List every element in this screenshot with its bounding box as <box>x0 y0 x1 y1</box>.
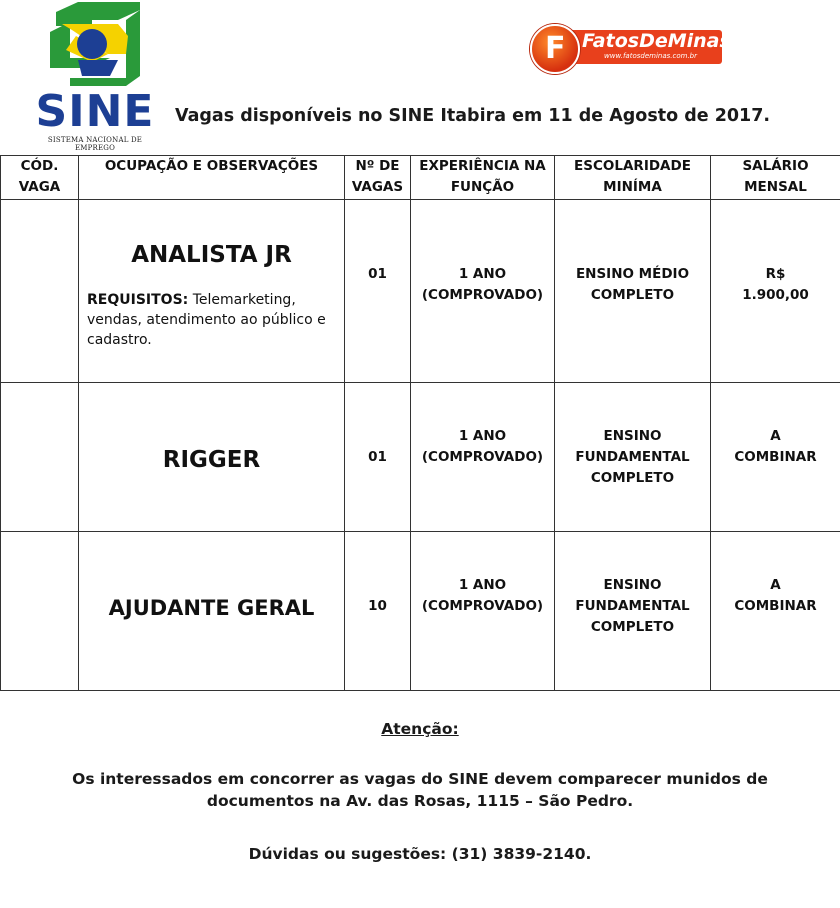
cell-salary: A COMBINAR <box>711 383 840 532</box>
sine-wordmark: SINE <box>35 86 155 137</box>
occupation-title: RIGGER <box>162 447 261 473</box>
cell-salary: A COMBINAR <box>711 532 840 691</box>
cell-experience: 1 ANO (COMPROVADO) <box>411 532 555 691</box>
table-header-row <box>1 156 840 200</box>
cell-occupation <box>79 200 345 383</box>
header-experience: EXPERIÊNCIA NA FUNÇÃO <box>411 156 555 200</box>
table-row <box>1 200 840 383</box>
header-vacancies: Nº DE VAGAS <box>345 156 411 200</box>
fdm-emblem-icon: F <box>530 24 580 74</box>
fdm-url: www.fatosdeminas.com.br <box>604 52 697 60</box>
cell-occupation <box>79 532 345 691</box>
cell-experience: 1 ANO (COMPROVADO) <box>411 383 555 532</box>
cell-experience: 1 ANO (COMPROVADO) <box>411 200 555 383</box>
cell-vacancies: 01 <box>345 383 411 532</box>
sine-emblem-icon <box>48 2 148 88</box>
table-row <box>1 383 840 532</box>
contact-info: Dúvidas ou sugestões: (31) 3839-2140. <box>248 845 592 863</box>
header-schooling: ESCOLARIDADE MINÍMA <box>555 156 711 200</box>
cell-vacancies: 01 <box>345 200 411 383</box>
sine-logo <box>30 2 160 152</box>
fatos-de-minas-logo <box>530 24 731 72</box>
attention-heading: Atenção: <box>381 720 459 738</box>
page-title: Vagas disponíveis no SINE Itabira em 11 de Agosto de 2017. <box>175 106 771 126</box>
cell-code <box>1 383 79 532</box>
cell-occupation <box>79 383 345 532</box>
cell-schooling: ENSINO FUNDAMENTAL COMPLETO <box>555 532 711 691</box>
cell-schooling: ENSINO FUNDAMENTAL COMPLETO <box>555 383 711 532</box>
header-salary: SALÁRIO MENSAL <box>711 156 840 200</box>
cell-code <box>1 532 79 691</box>
header-code: CÓD. VAGA <box>1 156 79 200</box>
cell-salary: R$ 1.900,00 <box>711 200 840 383</box>
occupation-requirements: REQUISITOS: Telemarketing, vendas, atendimento ao público e cadastro. <box>87 292 326 348</box>
cell-schooling: ENSINO MÉDIO COMPLETO <box>555 200 711 383</box>
attention-message: Os interessados em concorrer as vagas do SINE devem comparecer munidos de documentos na Av. das Rosas, 1115 – São Pedro. <box>72 770 768 810</box>
table-row <box>1 532 840 691</box>
fdm-title: FatosDeMinas <box>582 30 731 52</box>
job-table <box>0 155 840 691</box>
occupation-title: ANALISTA JR <box>131 242 292 268</box>
occupation-title: AJUDANTE GERAL <box>108 596 315 620</box>
sine-subtitle: SISTEMA NACIONAL DE EMPREGO <box>47 136 143 152</box>
header-occupation: OCUPAÇÃO E OBSERVAÇÕES <box>79 156 345 200</box>
cell-code <box>1 200 79 383</box>
cell-vacancies: 10 <box>345 532 411 691</box>
